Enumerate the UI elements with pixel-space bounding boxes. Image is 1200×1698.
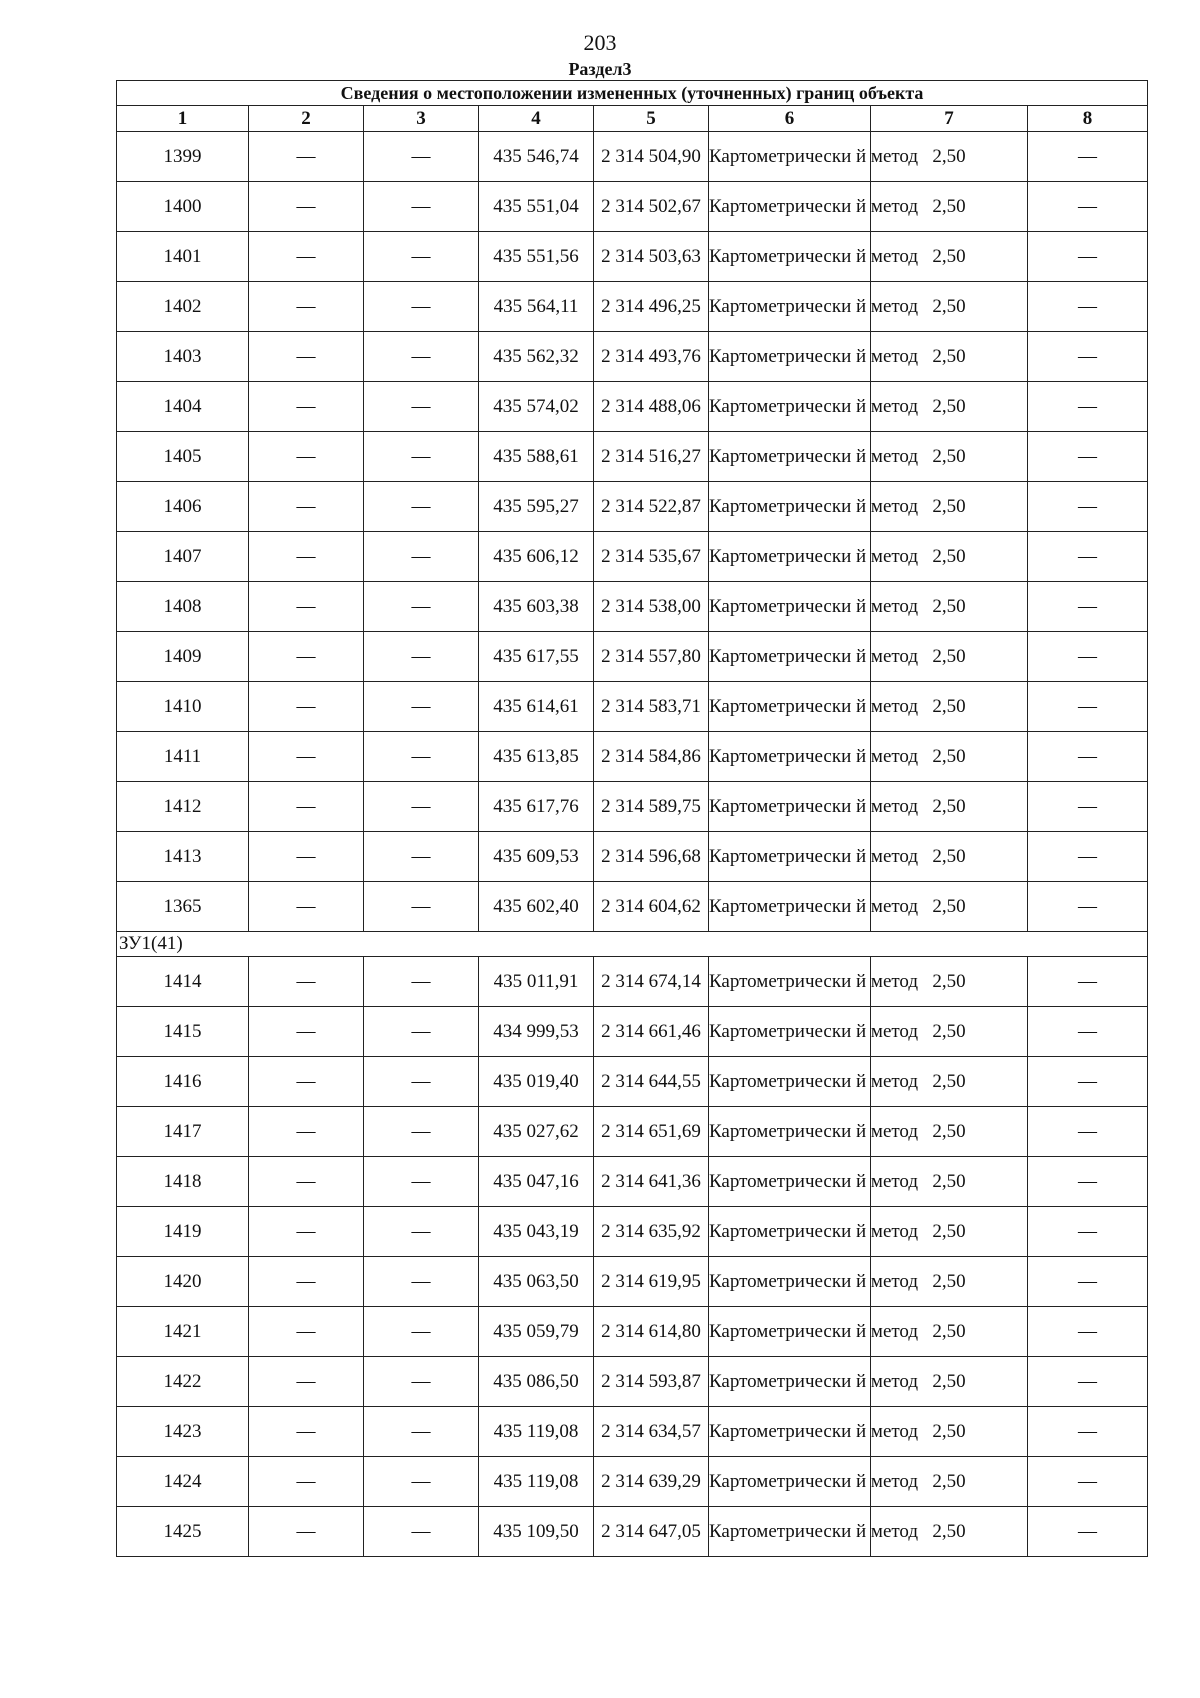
y-coordinate-cell: 2 314 516,27: [594, 432, 709, 482]
y-coordinate-cell: 2 314 593,87: [594, 1357, 709, 1407]
method-cell: Картометрически й метод: [709, 1007, 871, 1057]
point-number-cell: 1365: [117, 882, 249, 932]
table-row: [117, 1307, 1148, 1357]
column-8-cell: —: [1028, 482, 1148, 532]
x-coordinate-cell: 435 609,53: [479, 832, 594, 882]
point-number-cell: 1425: [117, 1507, 249, 1557]
column-2-cell: —: [249, 632, 364, 682]
point-number-cell: 1404: [117, 382, 249, 432]
y-coordinate-cell: 2 314 493,76: [594, 332, 709, 382]
precision-cell: 2,50: [871, 782, 1028, 832]
table-row: [117, 282, 1148, 332]
column-number: 8: [1028, 106, 1148, 132]
column-2-cell: —: [249, 782, 364, 832]
point-number-cell: 1410: [117, 682, 249, 732]
precision-cell: 2,50: [871, 1257, 1028, 1307]
column-3-cell: —: [364, 482, 479, 532]
column-number: 4: [479, 106, 594, 132]
column-number-row: [117, 106, 1148, 132]
section-title: Раздел3: [568, 59, 632, 79]
column-3-cell: —: [364, 782, 479, 832]
y-coordinate-cell: 2 314 496,25: [594, 282, 709, 332]
precision-cell: 2,50: [871, 132, 1028, 182]
column-8-cell: —: [1028, 1507, 1148, 1557]
point-number-cell: 1409: [117, 632, 249, 682]
x-coordinate-cell: 435 043,19: [479, 1207, 594, 1257]
column-8-cell: —: [1028, 1357, 1148, 1407]
point-number-cell: 1419: [117, 1207, 249, 1257]
method-cell: Картометрически й метод: [709, 1257, 871, 1307]
column-8-cell: —: [1028, 682, 1148, 732]
point-number-cell: 1411: [117, 732, 249, 782]
x-coordinate-cell: 435 562,32: [479, 332, 594, 382]
column-8-cell: —: [1028, 382, 1148, 432]
y-coordinate-cell: 2 314 488,06: [594, 382, 709, 432]
table-row: [117, 532, 1148, 582]
point-number-cell: 1415: [117, 1007, 249, 1057]
column-2-cell: —: [249, 732, 364, 782]
column-2-cell: —: [249, 1257, 364, 1307]
column-2-cell: —: [249, 232, 364, 282]
method-cell: Картометрически й метод: [709, 332, 871, 382]
column-3-cell: —: [364, 1057, 479, 1107]
table-row: [117, 1407, 1148, 1457]
precision-cell: 2,50: [871, 832, 1028, 882]
column-2-cell: —: [249, 957, 364, 1007]
table-row: [117, 1507, 1148, 1557]
precision-cell: 2,50: [871, 432, 1028, 482]
method-cell: Картометрически й метод: [709, 1307, 871, 1357]
table-row: [117, 682, 1148, 732]
x-coordinate-cell: 435 019,40: [479, 1057, 594, 1107]
column-2-cell: —: [249, 1207, 364, 1257]
column-3-cell: —: [364, 582, 479, 632]
table-row: [117, 132, 1148, 182]
column-8-cell: —: [1028, 582, 1148, 632]
x-coordinate-cell: 435 564,11: [479, 282, 594, 332]
precision-cell: 2,50: [871, 682, 1028, 732]
column-2-cell: —: [249, 1357, 364, 1407]
table-caption: Сведения о местоположении измененных (уточненных) границ объекта: [117, 81, 1148, 106]
column-3-cell: —: [364, 132, 479, 182]
precision-cell: 2,50: [871, 232, 1028, 282]
column-2-cell: —: [249, 382, 364, 432]
point-number-cell: 1413: [117, 832, 249, 882]
x-coordinate-cell: 435 119,08: [479, 1457, 594, 1507]
point-number-cell: 1399: [117, 132, 249, 182]
method-cell: Картометрически й метод: [709, 732, 871, 782]
table-row: [117, 182, 1148, 232]
x-coordinate-cell: 435 546,74: [479, 132, 594, 182]
point-number-cell: 1412: [117, 782, 249, 832]
column-3-cell: —: [364, 882, 479, 932]
point-number-cell: 1400: [117, 182, 249, 232]
x-coordinate-cell: 435 086,50: [479, 1357, 594, 1407]
column-3-cell: —: [364, 732, 479, 782]
x-coordinate-cell: 435 617,76: [479, 782, 594, 832]
table-caption-row: [117, 81, 1148, 106]
x-coordinate-cell: 435 595,27: [479, 482, 594, 532]
column-3-cell: —: [364, 1457, 479, 1507]
y-coordinate-cell: 2 314 589,75: [594, 782, 709, 832]
precision-cell: 2,50: [871, 1007, 1028, 1057]
column-3-cell: —: [364, 1357, 479, 1407]
precision-cell: 2,50: [871, 582, 1028, 632]
point-number-cell: 1414: [117, 957, 249, 1007]
column-2-cell: —: [249, 1457, 364, 1507]
column-number: 1: [117, 106, 249, 132]
y-coordinate-cell: 2 314 503,63: [594, 232, 709, 282]
x-coordinate-cell: 435 119,08: [479, 1407, 594, 1457]
column-2-cell: —: [249, 882, 364, 932]
y-coordinate-cell: 2 314 641,36: [594, 1157, 709, 1207]
column-3-cell: —: [364, 1007, 479, 1057]
column-3-cell: —: [364, 1307, 479, 1357]
method-cell: Картометрически й метод: [709, 1407, 871, 1457]
column-8-cell: —: [1028, 532, 1148, 582]
precision-cell: 2,50: [871, 1207, 1028, 1257]
table-row: [117, 382, 1148, 432]
column-8-cell: —: [1028, 432, 1148, 482]
column-number: 5: [594, 106, 709, 132]
method-cell: Картометрически й метод: [709, 282, 871, 332]
method-cell: Картометрически й метод: [709, 1157, 871, 1207]
column-2-cell: —: [249, 482, 364, 532]
column-number: 3: [364, 106, 479, 132]
column-3-cell: —: [364, 682, 479, 732]
point-number-cell: 1406: [117, 482, 249, 532]
column-2-cell: —: [249, 1057, 364, 1107]
point-number-cell: 1420: [117, 1257, 249, 1307]
column-8-cell: —: [1028, 632, 1148, 682]
point-number-cell: 1401: [117, 232, 249, 282]
column-2-cell: —: [249, 182, 364, 232]
y-coordinate-cell: 2 314 538,00: [594, 582, 709, 632]
column-2-cell: —: [249, 1157, 364, 1207]
point-number-cell: 1405: [117, 432, 249, 482]
column-3-cell: —: [364, 1407, 479, 1457]
y-coordinate-cell: 2 314 674,14: [594, 957, 709, 1007]
point-number-cell: 1421: [117, 1307, 249, 1357]
x-coordinate-cell: 435 109,50: [479, 1507, 594, 1557]
column-3-cell: —: [364, 532, 479, 582]
method-cell: Картометрически й метод: [709, 1057, 871, 1107]
column-8-cell: —: [1028, 232, 1148, 282]
y-coordinate-cell: 2 314 522,87: [594, 482, 709, 532]
table-row: [117, 482, 1148, 532]
column-3-cell: —: [364, 382, 479, 432]
precision-cell: 2,50: [871, 482, 1028, 532]
precision-cell: 2,50: [871, 882, 1028, 932]
y-coordinate-cell: 2 314 651,69: [594, 1107, 709, 1157]
table-row: [117, 432, 1148, 482]
x-coordinate-cell: 435 551,04: [479, 182, 594, 232]
column-8-cell: —: [1028, 1107, 1148, 1157]
precision-cell: 2,50: [871, 1157, 1028, 1207]
table-row: [117, 1057, 1148, 1107]
x-coordinate-cell: 435 606,12: [479, 532, 594, 582]
precision-cell: 2,50: [871, 382, 1028, 432]
x-coordinate-cell: 435 588,61: [479, 432, 594, 482]
precision-cell: 2,50: [871, 1307, 1028, 1357]
column-8-cell: —: [1028, 1007, 1148, 1057]
x-coordinate-cell: 435 027,62: [479, 1107, 594, 1157]
column-2-cell: —: [249, 1307, 364, 1357]
y-coordinate-cell: 2 314 557,80: [594, 632, 709, 682]
table-row: [117, 1157, 1148, 1207]
column-2-cell: —: [249, 532, 364, 582]
x-coordinate-cell: 435 063,50: [479, 1257, 594, 1307]
point-number-cell: 1417: [117, 1107, 249, 1157]
precision-cell: 2,50: [871, 957, 1028, 1007]
y-coordinate-cell: 2 314 502,67: [594, 182, 709, 232]
column-8-cell: —: [1028, 332, 1148, 382]
method-cell: Картометрически й метод: [709, 832, 871, 882]
method-cell: Картометрически й метод: [709, 132, 871, 182]
column-2-cell: —: [249, 132, 364, 182]
table-row: [117, 1357, 1148, 1407]
method-cell: Картометрически й метод: [709, 532, 871, 582]
y-coordinate-cell: 2 314 619,95: [594, 1257, 709, 1307]
x-coordinate-cell: 435 603,38: [479, 582, 594, 632]
column-2-cell: —: [249, 682, 364, 732]
column-8-cell: —: [1028, 282, 1148, 332]
column-3-cell: —: [364, 632, 479, 682]
column-2-cell: —: [249, 282, 364, 332]
column-3-cell: —: [364, 432, 479, 482]
precision-cell: 2,50: [871, 632, 1028, 682]
column-8-cell: —: [1028, 782, 1148, 832]
point-number-cell: 1423: [117, 1407, 249, 1457]
table-row: [117, 957, 1148, 1007]
table-row: [117, 1457, 1148, 1507]
precision-cell: 2,50: [871, 1107, 1028, 1157]
point-number-cell: 1416: [117, 1057, 249, 1107]
coordinates-table: [116, 80, 1148, 1557]
x-coordinate-cell: 435 551,56: [479, 232, 594, 282]
x-coordinate-cell: 435 011,91: [479, 957, 594, 1007]
column-2-cell: —: [249, 1007, 364, 1057]
column-8-cell: —: [1028, 957, 1148, 1007]
point-number-cell: 1402: [117, 282, 249, 332]
column-2-cell: —: [249, 1407, 364, 1457]
y-coordinate-cell: 2 314 614,80: [594, 1307, 709, 1357]
x-coordinate-cell: 434 999,53: [479, 1007, 594, 1057]
y-coordinate-cell: 2 314 661,46: [594, 1007, 709, 1057]
y-coordinate-cell: 2 314 647,05: [594, 1507, 709, 1557]
y-coordinate-cell: 2 314 635,92: [594, 1207, 709, 1257]
method-cell: Картометрически й метод: [709, 1457, 871, 1507]
column-3-cell: —: [364, 832, 479, 882]
group-header-row: [117, 932, 1148, 957]
method-cell: Картометрически й метод: [709, 1107, 871, 1157]
column-2-cell: —: [249, 832, 364, 882]
column-8-cell: —: [1028, 182, 1148, 232]
column-3-cell: —: [364, 232, 479, 282]
method-cell: Картометрически й метод: [709, 432, 871, 482]
column-8-cell: —: [1028, 1407, 1148, 1457]
precision-cell: 2,50: [871, 532, 1028, 582]
column-3-cell: —: [364, 1107, 479, 1157]
column-8-cell: —: [1028, 732, 1148, 782]
column-3-cell: —: [364, 1257, 479, 1307]
method-cell: Картометрически й метод: [709, 1507, 871, 1557]
point-number-cell: 1407: [117, 532, 249, 582]
precision-cell: 2,50: [871, 282, 1028, 332]
table-row: [117, 1207, 1148, 1257]
column-number: 2: [249, 106, 364, 132]
method-cell: Картометрически й метод: [709, 232, 871, 282]
y-coordinate-cell: 2 314 583,71: [594, 682, 709, 732]
point-number-cell: 1418: [117, 1157, 249, 1207]
table-row: [117, 882, 1148, 932]
group-label: ЗУ1(41): [117, 932, 1148, 957]
column-3-cell: —: [364, 957, 479, 1007]
y-coordinate-cell: 2 314 504,90: [594, 132, 709, 182]
point-number-cell: 1408: [117, 582, 249, 632]
column-2-cell: —: [249, 582, 364, 632]
precision-cell: 2,50: [871, 332, 1028, 382]
method-cell: Картометрически й метод: [709, 682, 871, 732]
table-row: [117, 782, 1148, 832]
y-coordinate-cell: 2 314 535,67: [594, 532, 709, 582]
column-8-cell: —: [1028, 832, 1148, 882]
precision-cell: 2,50: [871, 1057, 1028, 1107]
table-row: [117, 632, 1148, 682]
column-8-cell: —: [1028, 1257, 1148, 1307]
precision-cell: 2,50: [871, 1407, 1028, 1457]
column-2-cell: —: [249, 432, 364, 482]
column-2-cell: —: [249, 1507, 364, 1557]
column-8-cell: —: [1028, 1207, 1148, 1257]
table-row: [117, 332, 1148, 382]
column-3-cell: —: [364, 282, 479, 332]
method-cell: Картометрически й метод: [709, 1357, 871, 1407]
method-cell: Картометрически й метод: [709, 482, 871, 532]
table-body: [117, 81, 1148, 1557]
precision-cell: 2,50: [871, 1507, 1028, 1557]
method-cell: Картометрически й метод: [709, 957, 871, 1007]
precision-cell: 2,50: [871, 182, 1028, 232]
column-number: 7: [871, 106, 1028, 132]
x-coordinate-cell: 435 574,02: [479, 382, 594, 432]
table-row: [117, 1107, 1148, 1157]
point-number-cell: 1403: [117, 332, 249, 382]
column-8-cell: —: [1028, 1307, 1148, 1357]
precision-cell: 2,50: [871, 1457, 1028, 1507]
x-coordinate-cell: 435 047,16: [479, 1157, 594, 1207]
x-coordinate-cell: 435 614,61: [479, 682, 594, 732]
column-3-cell: —: [364, 1507, 479, 1557]
column-3-cell: —: [364, 1157, 479, 1207]
column-3-cell: —: [364, 332, 479, 382]
y-coordinate-cell: 2 314 639,29: [594, 1457, 709, 1507]
column-2-cell: —: [249, 332, 364, 382]
column-3-cell: —: [364, 182, 479, 232]
table-row: [117, 732, 1148, 782]
x-coordinate-cell: 435 617,55: [479, 632, 594, 682]
x-coordinate-cell: 435 602,40: [479, 882, 594, 932]
column-8-cell: —: [1028, 1157, 1148, 1207]
method-cell: Картометрически й метод: [709, 882, 871, 932]
column-8-cell: —: [1028, 132, 1148, 182]
y-coordinate-cell: 2 314 604,62: [594, 882, 709, 932]
column-number: 6: [709, 106, 871, 132]
method-cell: Картометрически й метод: [709, 1207, 871, 1257]
page-number: 203: [583, 30, 617, 55]
column-8-cell: —: [1028, 1057, 1148, 1107]
y-coordinate-cell: 2 314 596,68: [594, 832, 709, 882]
y-coordinate-cell: 2 314 584,86: [594, 732, 709, 782]
column-2-cell: —: [249, 1107, 364, 1157]
column-3-cell: —: [364, 1207, 479, 1257]
table-row: [117, 232, 1148, 282]
table-row: [117, 582, 1148, 632]
table-row: [117, 1257, 1148, 1307]
method-cell: Картометрически й метод: [709, 782, 871, 832]
precision-cell: 2,50: [871, 1357, 1028, 1407]
x-coordinate-cell: 435 613,85: [479, 732, 594, 782]
method-cell: Картометрически й метод: [709, 382, 871, 432]
column-8-cell: —: [1028, 882, 1148, 932]
precision-cell: 2,50: [871, 732, 1028, 782]
y-coordinate-cell: 2 314 644,55: [594, 1057, 709, 1107]
table-row: [117, 1007, 1148, 1057]
table-row: [117, 832, 1148, 882]
method-cell: Картометрически й метод: [709, 632, 871, 682]
point-number-cell: 1424: [117, 1457, 249, 1507]
y-coordinate-cell: 2 314 634,57: [594, 1407, 709, 1457]
point-number-cell: 1422: [117, 1357, 249, 1407]
x-coordinate-cell: 435 059,79: [479, 1307, 594, 1357]
method-cell: Картометрически й метод: [709, 582, 871, 632]
method-cell: Картометрически й метод: [709, 182, 871, 232]
column-8-cell: —: [1028, 1457, 1148, 1507]
